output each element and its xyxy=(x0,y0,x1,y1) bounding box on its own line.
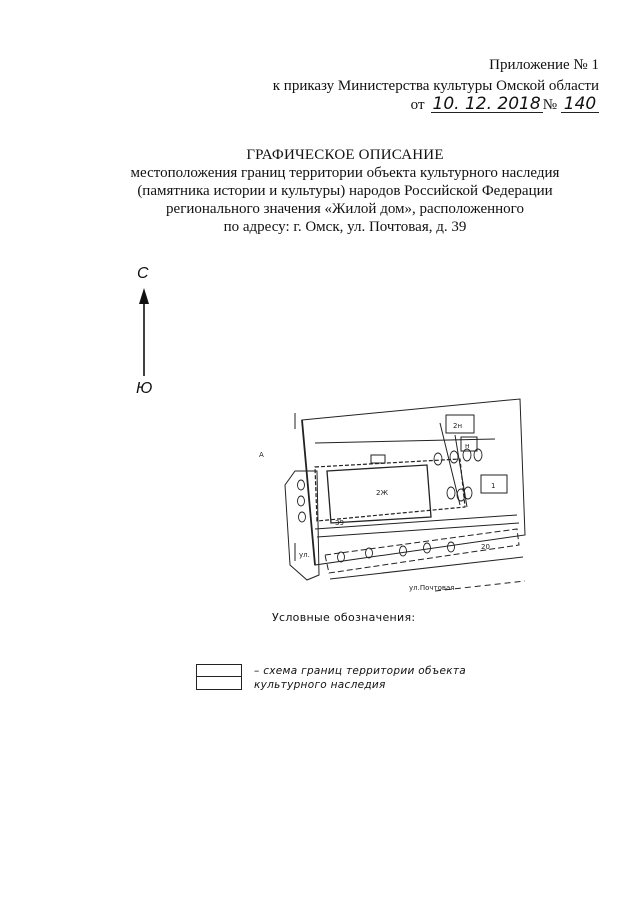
site-plan-map xyxy=(255,395,545,605)
legend-line-2: культурного наследия xyxy=(254,679,386,691)
date-prefix: от xyxy=(410,97,425,113)
title-line-3: регионального значения «Жилой дом», расположенного xyxy=(166,201,524,217)
legend-line-1: – схема границ территории объекта xyxy=(254,665,467,677)
small-building-label-2: н xyxy=(465,442,470,450)
appendix-number: Приложение № 1 xyxy=(489,57,599,73)
north-arrow-icon xyxy=(130,286,160,378)
road-marker: 20 xyxy=(481,543,490,551)
building-porch xyxy=(371,455,385,463)
legend-title: Условные обозначения: xyxy=(272,611,416,624)
title-line-1: местоположения границ территории объекта культурного наследия xyxy=(130,165,560,181)
handwritten-date: 10. 12. 2018 xyxy=(432,94,541,114)
handwritten-number: 140 xyxy=(561,96,599,113)
compass-north-label: С xyxy=(137,265,149,282)
title-line-2: (памятника истории и культуры) народов Российской Федерации xyxy=(137,183,553,199)
number-prefix: № xyxy=(542,97,557,113)
compass-south-label: Ю xyxy=(136,380,153,397)
title-heading: ГРАФИЧЕСКОЕ ОПИСАНИЕ xyxy=(246,147,444,163)
street-label: ул.Почтовая xyxy=(409,584,455,592)
side-label: А xyxy=(259,451,264,459)
legend-description xyxy=(254,664,466,692)
small-building-label-3: 1 xyxy=(491,482,496,490)
legend-boundary-symbol xyxy=(196,664,242,690)
house-number-label: 39 xyxy=(335,519,344,527)
order-reference: к приказу Министерства культуры Омской области xyxy=(272,78,599,94)
title-line-4: по адресу: г. Омск, ул. Почтовая, д. 39 xyxy=(223,219,467,235)
heritage-boundary xyxy=(315,459,465,521)
tree-icons xyxy=(298,449,483,562)
small-building-label-1: 2н xyxy=(453,422,463,430)
document-title xyxy=(90,146,600,236)
left-street-label: ул. xyxy=(299,551,310,559)
building-label: 2Ж xyxy=(376,489,388,497)
order-date-line xyxy=(411,96,599,114)
